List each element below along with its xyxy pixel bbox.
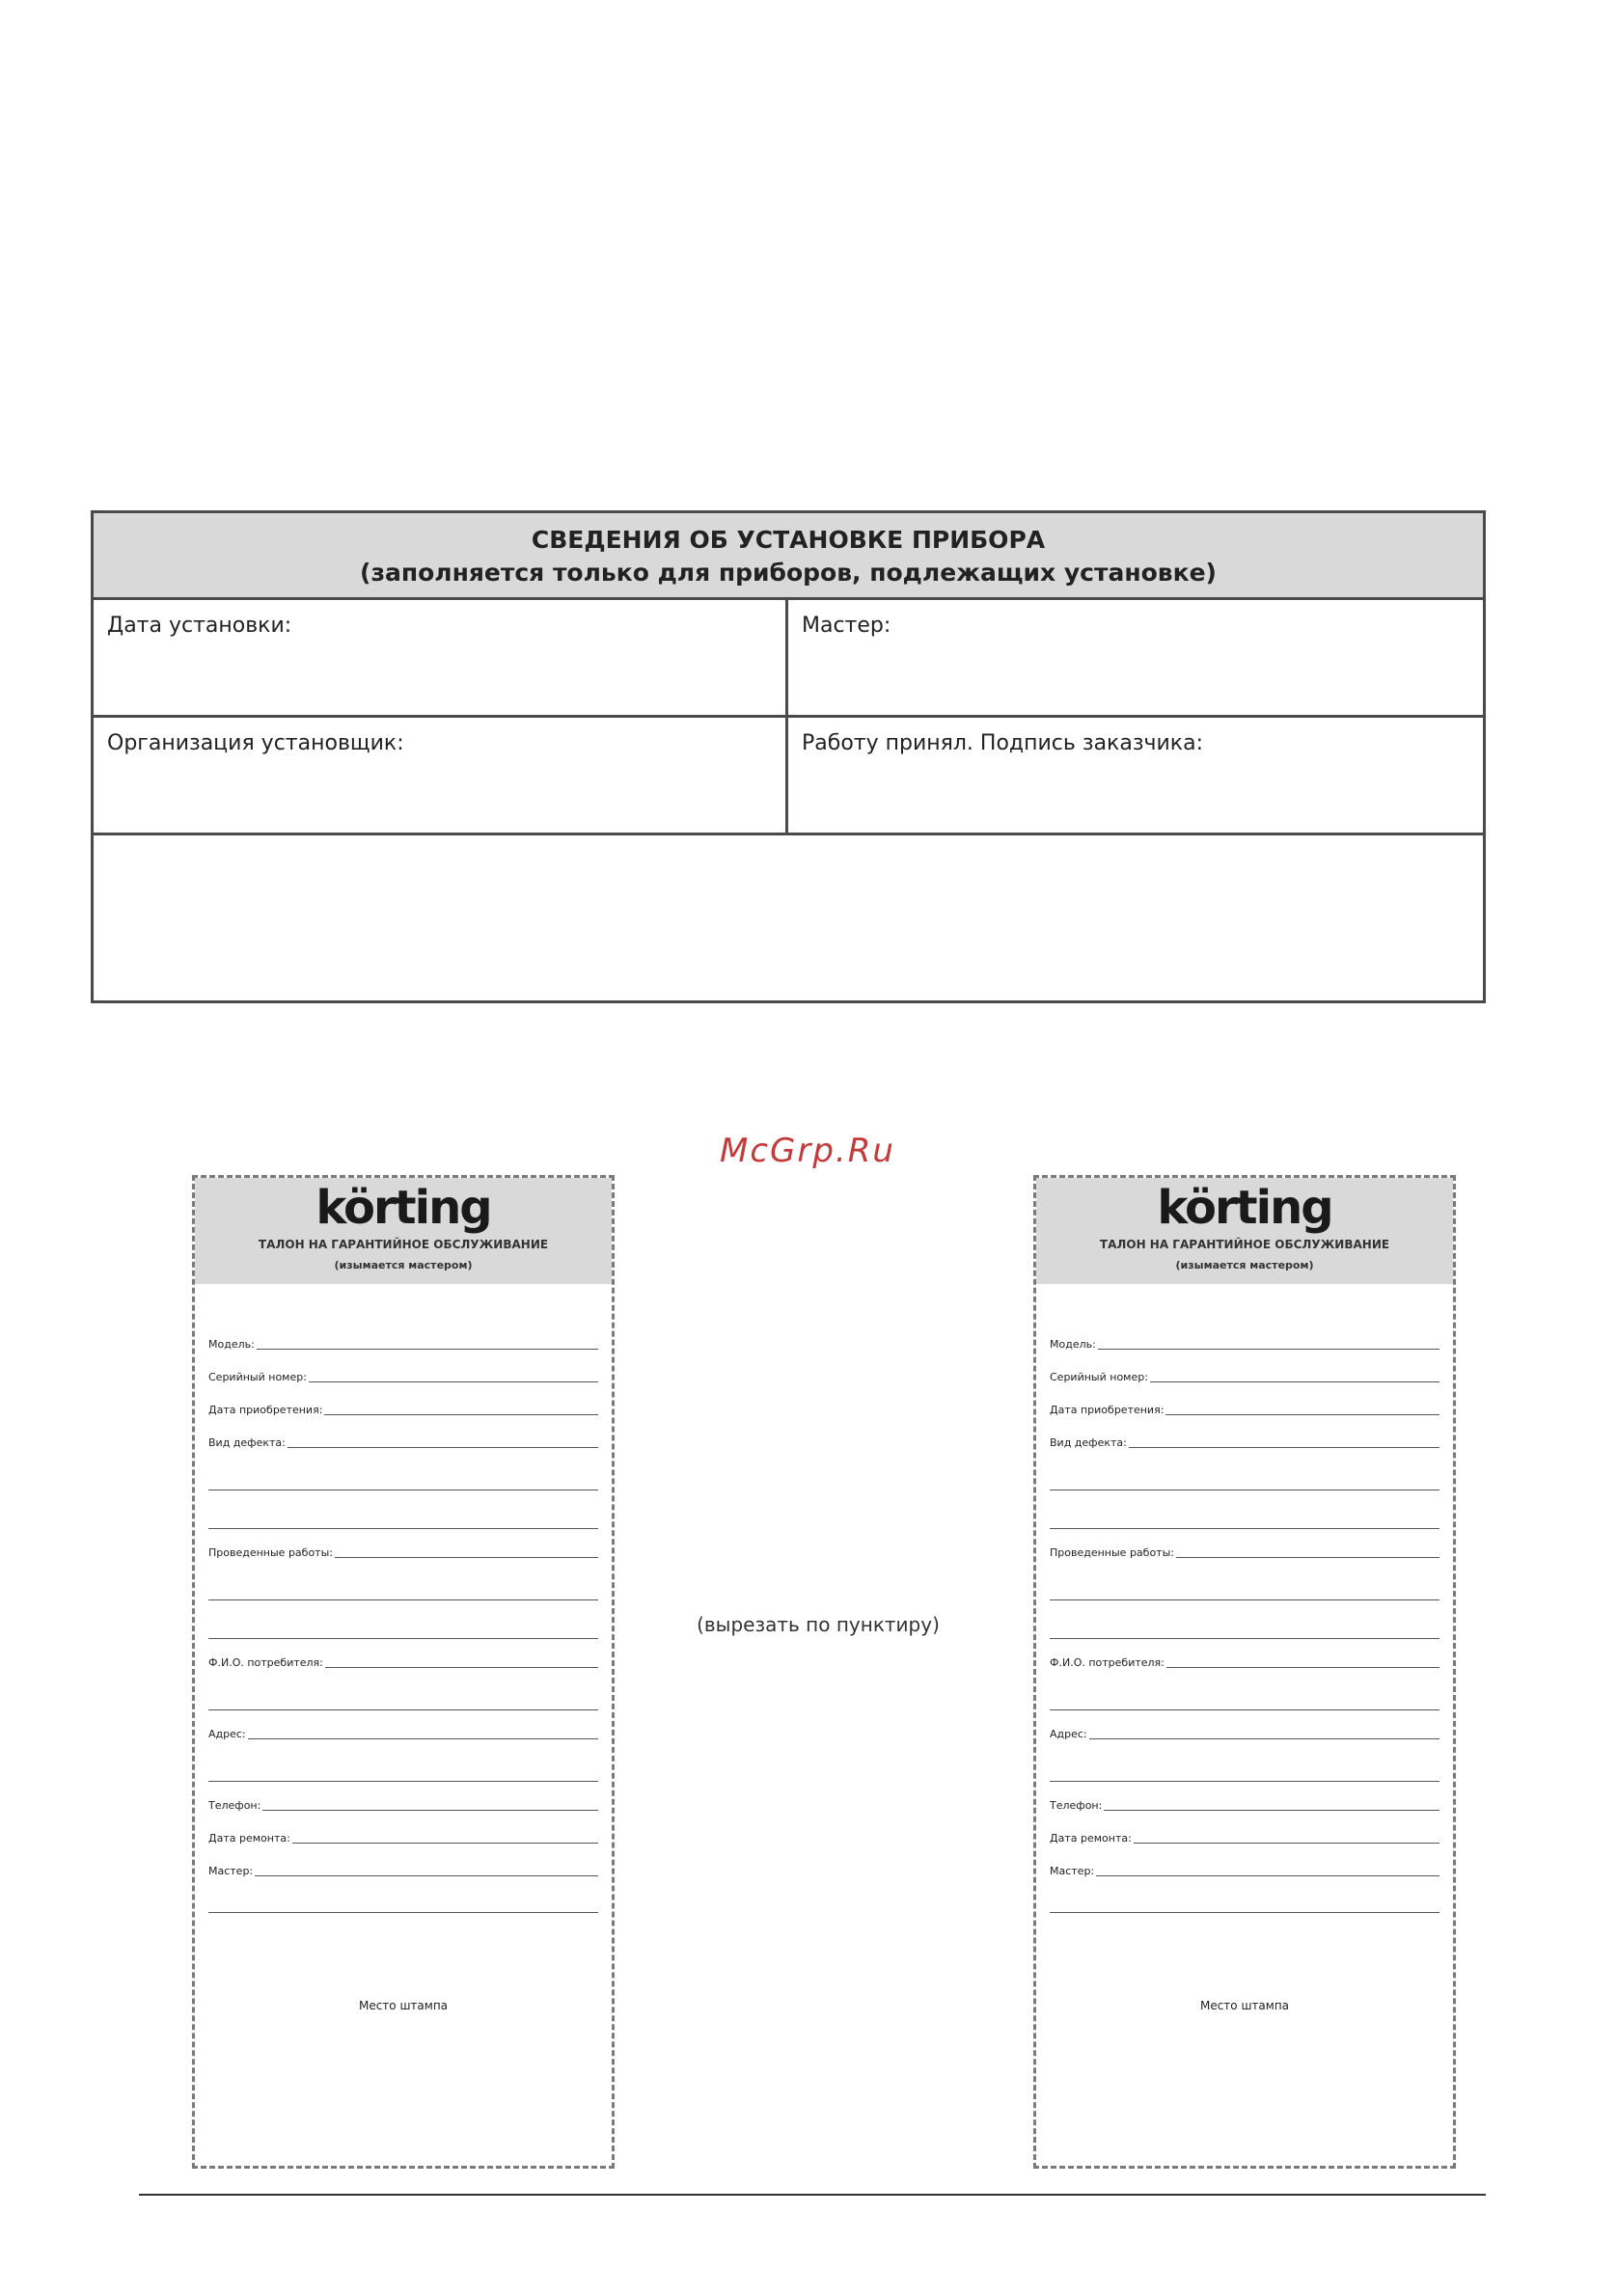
purchase-date-label: Дата приобретения: xyxy=(208,1404,323,1416)
master-line xyxy=(1096,1874,1439,1876)
cut-note: (вырезать по пунктиру) xyxy=(697,1613,940,1636)
consumer-field xyxy=(208,1639,598,1672)
address-label: Адрес: xyxy=(1050,1728,1087,1740)
stamp-place: Место штампа xyxy=(358,1999,449,2012)
installation-empty-row xyxy=(94,835,1483,1000)
master-cell xyxy=(788,600,1483,718)
repair-date-label: Дата ремонта: xyxy=(208,1832,290,1845)
installation-subtitle: (заполняется только для приборов, подлежащих установке) xyxy=(360,559,1217,587)
purchase-date-field xyxy=(208,1386,598,1419)
repair-date-line xyxy=(1134,1842,1439,1844)
serial-line xyxy=(309,1380,598,1382)
accepted-cell xyxy=(788,718,1483,835)
coupon-subtitle: (изымается мастером) xyxy=(1175,1259,1314,1271)
phone-line xyxy=(1104,1809,1439,1811)
coupon-fields xyxy=(195,1284,612,1913)
organization-label: Организация установщик: xyxy=(107,731,404,755)
model-field xyxy=(1050,1321,1439,1353)
blank-line xyxy=(208,1490,598,1529)
blank-line xyxy=(1050,1490,1439,1529)
coupon-header xyxy=(195,1178,612,1284)
stamp-place: Место штампа xyxy=(1199,1999,1290,2012)
serial-label: Серийный номер: xyxy=(1050,1371,1148,1383)
master-label: Мастер: xyxy=(802,614,891,638)
model-field xyxy=(208,1321,598,1353)
defect-label: Вид дефекта: xyxy=(1050,1436,1127,1449)
works-field xyxy=(1050,1529,1439,1562)
coupon-title: ТАЛОН НА ГАРАНТИЙНОЕ ОБСЛУЖИВАНИЕ xyxy=(258,1238,549,1251)
phone-line xyxy=(262,1809,598,1811)
repair-date-label: Дата ремонта: xyxy=(1050,1832,1132,1845)
master-line xyxy=(255,1874,598,1876)
defect-line xyxy=(1129,1446,1439,1448)
install-date-cell xyxy=(94,600,788,718)
phone-label: Телефон: xyxy=(1050,1799,1103,1812)
works-line xyxy=(1176,1556,1439,1558)
master-field-label: Мастер: xyxy=(1050,1865,1095,1877)
repair-date-field xyxy=(1050,1815,1439,1847)
defect-label: Вид дефекта: xyxy=(208,1436,286,1449)
master-field xyxy=(208,1847,598,1880)
blank-line xyxy=(208,1672,598,1710)
master-field xyxy=(1050,1847,1439,1880)
warranty-coupon-right xyxy=(1033,1175,1456,2169)
bottom-divider xyxy=(139,2194,1486,2196)
blank-line xyxy=(1050,1743,1439,1782)
address-field xyxy=(208,1710,598,1743)
defect-line xyxy=(288,1446,598,1448)
warranty-coupon-left xyxy=(192,1175,615,2169)
repair-date-line xyxy=(292,1842,598,1844)
works-label: Проведенные работы: xyxy=(208,1546,333,1559)
works-field xyxy=(208,1529,598,1562)
blank-line xyxy=(208,1600,598,1639)
repair-date-field xyxy=(208,1815,598,1847)
install-date-label: Дата установки: xyxy=(107,614,292,638)
phone-field xyxy=(208,1782,598,1815)
blank-line xyxy=(1050,1452,1439,1490)
blank-line xyxy=(1050,1880,1439,1913)
consumer-label: Ф.И.О. потребителя: xyxy=(208,1656,323,1669)
consumer-label: Ф.И.О. потребителя: xyxy=(1050,1656,1165,1669)
organization-cell xyxy=(94,718,788,835)
coupon-subtitle: (изымается мастером) xyxy=(334,1259,473,1271)
watermark: McGrp.Ru xyxy=(720,1132,895,1170)
serial-line xyxy=(1150,1380,1439,1382)
model-label: Модель: xyxy=(1050,1338,1096,1351)
model-label: Модель: xyxy=(208,1338,255,1351)
accepted-label: Работу принял. Подпись заказчика: xyxy=(802,731,1203,755)
consumer-line xyxy=(325,1666,598,1668)
blank-line xyxy=(208,1743,598,1782)
coupon-fields xyxy=(1036,1284,1453,1913)
purchase-date-line xyxy=(1165,1413,1439,1415)
address-label: Адрес: xyxy=(208,1728,246,1740)
works-line xyxy=(335,1556,598,1558)
korting-logo: körting xyxy=(1157,1181,1332,1235)
phone-label: Телефон: xyxy=(208,1799,261,1812)
purchase-date-label: Дата приобретения: xyxy=(1050,1404,1165,1416)
defect-field xyxy=(1050,1419,1439,1452)
serial-field xyxy=(1050,1353,1439,1386)
installation-title: СВЕДЕНИЯ ОБ УСТАНОВКЕ ПРИБОРА xyxy=(531,526,1046,554)
consumer-line xyxy=(1166,1666,1439,1668)
consumer-field xyxy=(1050,1639,1439,1672)
installation-table xyxy=(91,510,1486,1003)
blank-line xyxy=(208,1880,598,1913)
address-field xyxy=(1050,1710,1439,1743)
purchase-date-field xyxy=(1050,1386,1439,1419)
blank-line xyxy=(208,1562,598,1600)
blank-line xyxy=(1050,1672,1439,1710)
model-line xyxy=(1098,1348,1439,1350)
defect-field xyxy=(208,1419,598,1452)
coupon-header xyxy=(1036,1178,1453,1284)
address-line xyxy=(1089,1737,1439,1739)
works-label: Проведенные работы: xyxy=(1050,1546,1174,1559)
purchase-date-line xyxy=(324,1413,598,1415)
blank-line xyxy=(1050,1600,1439,1639)
blank-line xyxy=(208,1452,598,1490)
korting-logo: körting xyxy=(315,1181,491,1235)
installation-header xyxy=(94,513,1483,600)
serial-field xyxy=(208,1353,598,1386)
master-field-label: Мастер: xyxy=(208,1865,254,1877)
blank-line xyxy=(1050,1562,1439,1600)
model-line xyxy=(257,1348,598,1350)
coupon-title: ТАЛОН НА ГАРАНТИЙНОЕ ОБСЛУЖИВАНИЕ xyxy=(1099,1238,1390,1251)
phone-field xyxy=(1050,1782,1439,1815)
address-line xyxy=(248,1737,598,1739)
serial-label: Серийный номер: xyxy=(208,1371,307,1383)
